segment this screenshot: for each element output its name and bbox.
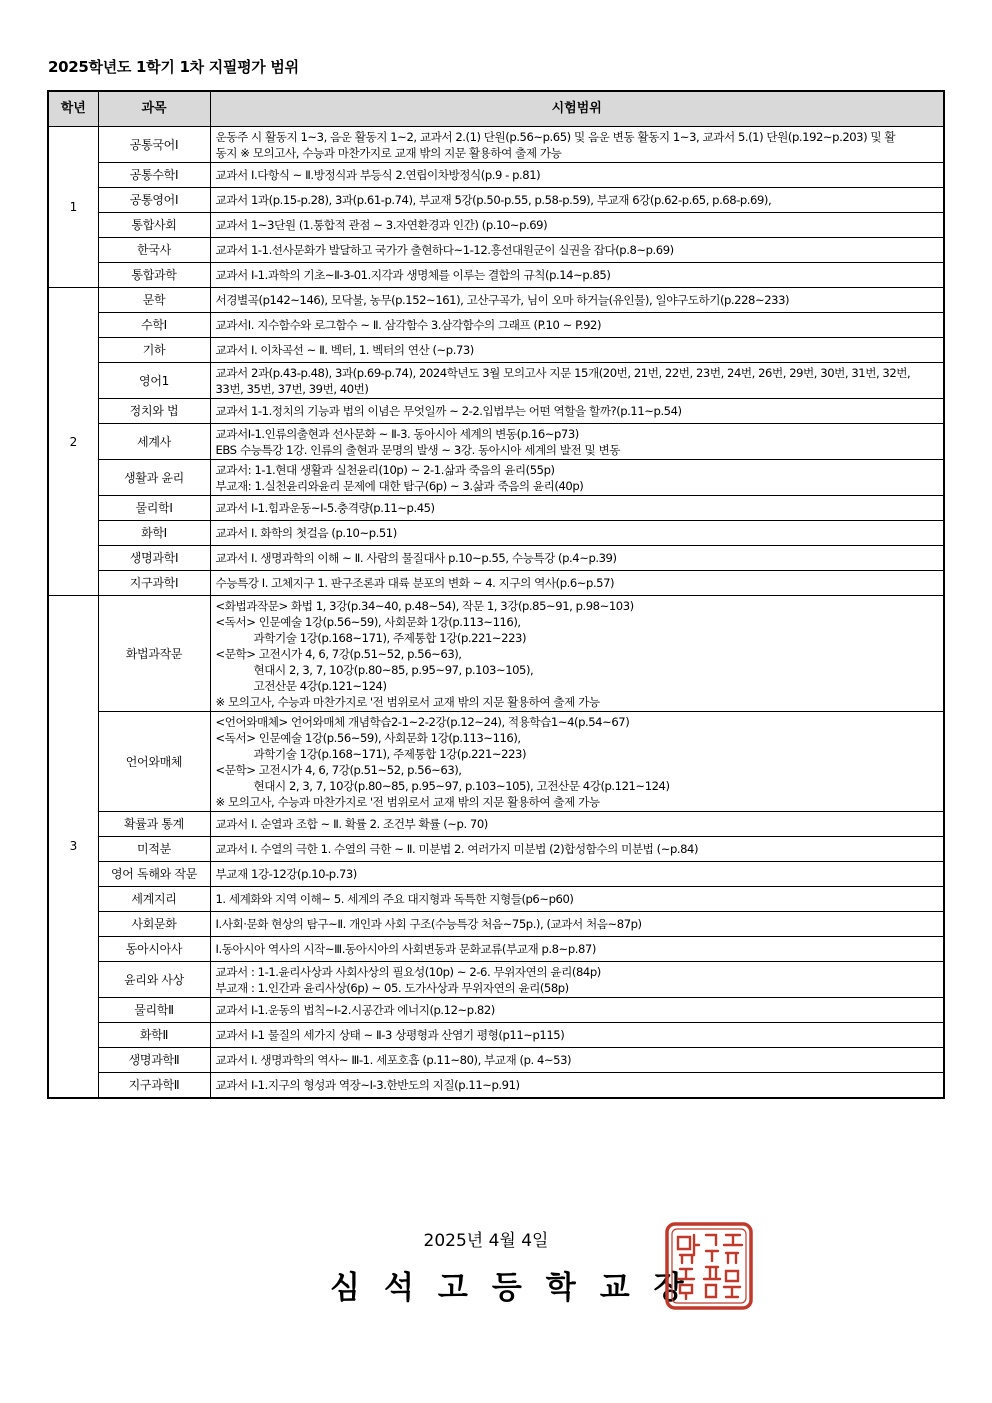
range-line: 수능특강 Ⅰ. 고체지구 1. 판구조론과 대륙 분포의 변화 ~ 4. 지구의 역사(p.6~p.57): [215, 576, 615, 590]
range-cell: [210, 363, 944, 399]
subject-cell: 통합과학: [98, 263, 210, 288]
range-line: 과학기술 1강(p.168~171), 주제통합 1강(p.221~223): [253, 746, 527, 761]
range-line: 운동주 시 활동지 1~3, 음운 활동지 1~2, 교과서 2.(1) 단원(p.56~p.65) 및 음운 변동 활동지 1~3, 교과서 5.(1) 단원(p.192~p.203) 및 활: [215, 129, 896, 144]
range-line: 교과서 1-1.정치의 기능과 법의 이념은 무엇일까 ~ 2-2.입법부는 어떤 역할을 할까?(p.11~p.54): [215, 404, 682, 418]
range-cell: [210, 338, 944, 363]
table-row: [48, 998, 944, 1023]
subject-cell: 통합사회: [98, 213, 210, 238]
subject-cell: 생명과학Ⅰ: [98, 546, 210, 571]
range-line: 교과서 1과(p.15-p.28), 3과(p.61-p.74), 부교재 5강(p.50-p.55, p.58-p.59), 부교재 6강(p.62-p.65, p.68-p.69),: [215, 193, 772, 207]
table-row: [48, 571, 944, 596]
subject-cell: 언어와매체: [98, 712, 210, 812]
range-line: 고전산문 4강(p.121~124): [253, 678, 387, 693]
range-cell: [210, 263, 944, 288]
range-line: 교과서 Ⅰ-1.운동의 법칙~Ⅰ-2.시공간과 에너지(p.12~p.82): [215, 1003, 495, 1017]
table-row: [48, 263, 944, 288]
range-line: 부교재 : 1.인간과 윤리사상(6p) ~ 05. 도가사상과 무위자연의 윤리(58p): [215, 980, 569, 995]
range-line: 교과서 1-1.선사문화가 발달하고 국가가 출현하다~1-12.흥선대원군이 실권을 잡다(p.8~p.69): [215, 243, 674, 257]
subject-cell: 공통영어Ⅰ: [98, 188, 210, 213]
range-cell: [210, 887, 944, 912]
range-line: 교과서 Ⅰ-1.지구의 형성과 역장~Ⅰ-3.한반도의 지질(p.11~p.91): [215, 1077, 520, 1092]
school-principal-name: 심석고등학교장: [330, 1270, 708, 1306]
range-line: ※ 모의고사, 수능과 마찬가지로 '전 범위로서 교재 밖의 지문 활용하여 출제 가능: [215, 694, 600, 709]
subject-cell: 세계지리: [98, 887, 210, 912]
range-cell: [210, 188, 944, 213]
table-row: [48, 460, 944, 496]
table-row: [48, 238, 944, 263]
grade-cell: 3: [48, 596, 98, 1098]
table-row: [48, 596, 944, 712]
range-line: 교과서 Ⅰ. 수열의 극한 1. 수열의 극한 ~ Ⅱ. 미분법 2. 여러가지 미분법 (2)합성함수의 미분법 (~p.84): [215, 842, 699, 856]
range-cell: [210, 937, 944, 962]
range-cell: [210, 238, 944, 263]
range-cell: [210, 399, 944, 424]
page-title: 2025학년도 1학기 1차 지필평가 범위: [48, 58, 299, 76]
table-row: [48, 962, 944, 998]
range-line: <독서> 인문예술 1강(p.56~59), 사회문화 1강(p.113~116),: [215, 730, 521, 745]
range-line: 교과서 Ⅰ-1.과학의 기초~Ⅱ-3-01.지각과 생명체를 이루는 결합의 규칙(p.14~p.85): [215, 268, 611, 282]
table-row: [48, 496, 944, 521]
range-line: Ⅰ.동아시아 역사의 시작~Ⅲ.동아시아의 사회변동과 문화교류(부교재 p.8~p.87): [215, 942, 596, 956]
range-line: ※ 모의고사, 수능과 마찬가지로 '전 범위로서 교재 밖의 지문 활용하여 출제 가능: [215, 794, 600, 809]
range-line: 부교재: 1.실천윤리와윤리 문제에 대한 탐구(6p) ~ 3.삶과 죽음의 윤리(40p): [215, 478, 584, 493]
range-cell: [210, 163, 944, 188]
table-row: [48, 338, 944, 363]
range-line: 교과서Ⅰ-1.인류의출현과 선사문화 ~ Ⅱ-3. 동아시아 세계의 변동(p.16~p73): [215, 426, 579, 441]
range-cell: [210, 288, 944, 313]
subject-cell: 문학: [98, 288, 210, 313]
range-line: 1. 세계화와 지역 이해~ 5. 세계의 주요 대지형과 독특한 지형들(p6~p60): [215, 892, 574, 906]
subject-cell: 영어1: [98, 363, 210, 399]
range-line: 과학기술 1강(p.168~171), 주제통합 1강(p.221~223): [253, 630, 527, 645]
range-line: 교과서 Ⅰ. 이차곡선 ~ Ⅱ. 벡터, 1. 벡터의 연산 (~p.73): [215, 343, 474, 357]
table-row: [48, 1048, 944, 1073]
range-cell: [210, 571, 944, 596]
subject-cell: 물리학Ⅰ: [98, 496, 210, 521]
range-line: 현대시 2, 3, 7, 10강(p.80~85, p.95~97, p.103~105), 고전산문 4강(p.121~124): [253, 778, 670, 793]
subject-cell: 공통국어Ⅰ: [98, 127, 210, 163]
range-cell: [210, 127, 944, 163]
range-line: 교과서: 1-1.현대 생활과 실천윤리(10p) ~ 2-1.삶과 죽음의 윤리(55p): [215, 462, 555, 477]
table-row: [48, 163, 944, 188]
range-cell: [210, 862, 944, 887]
range-line: 교과서 : 1-1.윤리사상과 사회사상의 필요성(10p) ~ 2-6. 무위자연의 윤리(84p): [215, 964, 601, 979]
table-row: [48, 1023, 944, 1048]
subject-cell: 한국사: [98, 238, 210, 263]
range-cell: [210, 998, 944, 1023]
table-row: [48, 288, 944, 313]
issue-date: [0, 1226, 992, 1251]
subject-cell: 윤리와 사상: [98, 962, 210, 998]
range-line: Ⅰ.사회·문화 현상의 탐구~Ⅱ. 개인과 사회 구조(수능특강 처음~75p.), (교과서 처음~87p): [215, 917, 642, 931]
range-line: 현대시 2, 3, 7, 10강(p.80~85, p.95~97, p.103~105),: [253, 662, 534, 677]
range-cell: [210, 812, 944, 837]
subject-cell: 동아시아사: [98, 937, 210, 962]
range-cell: [210, 962, 944, 998]
range-line: 교과서 Ⅰ-1 물질의 세가지 상태 ~ Ⅱ-3 상평형과 산염기 평형(p11~p115): [215, 1028, 565, 1042]
range-line: <독서> 인문예술 1강(p.56~59), 사회문화 1강(p.113~116),: [215, 614, 521, 629]
subject-cell: 미적분: [98, 837, 210, 862]
range-cell: [210, 424, 944, 460]
range-line: 교과서 Ⅰ. 화학의 첫걸음 (p.10~p.51): [215, 526, 397, 540]
table-row: [48, 399, 944, 424]
grade-cell: 2: [48, 288, 98, 596]
range-cell: [210, 313, 944, 338]
header-range: 시험범위: [210, 91, 944, 127]
range-line: 서경별곡(p142~146), 모닥불, 농무(p.152~161), 고산구곡가, 님이 오마 하거늘(유인물), 일야구도하기(p.228~233): [215, 293, 790, 307]
range-line: <언어와매체> 언어와매체 개념학습2-1~2-2강(p.12~24), 적용학습1~4(p.54~67): [215, 714, 630, 729]
range-cell: [210, 213, 944, 238]
range-cell: [210, 546, 944, 571]
range-cell: [210, 1048, 944, 1073]
range-line: 동지 ※ 모의고사, 수능과 마찬가지로 교재 밖의 지문 활용하여 출제 가능: [215, 145, 562, 160]
table-row: [48, 937, 944, 962]
table-row: [48, 862, 944, 887]
header-grade: 학년: [48, 91, 98, 127]
subject-cell: 지구과학Ⅰ: [98, 571, 210, 596]
range-cell: [210, 912, 944, 937]
table-row: [48, 127, 944, 163]
range-line: 교과서 Ⅰ. 생명과학의 이해 ~ Ⅱ. 사람의 물질대사 p.10~p.55, 수능특강 (p.4~p.39): [215, 551, 617, 565]
table-row: [48, 712, 944, 812]
subject-cell: 수학Ⅰ: [98, 313, 210, 338]
subject-cell: 공통수학Ⅰ: [98, 163, 210, 188]
range-line: 교과서 2과(p.43-p.48), 3과(p.69-p.74), 2024학년도 3월 모의고사 지문 15개(20번, 21번, 22번, 23번, 24번, 26번, 29번, 30번, 31번, 32번,: [215, 365, 911, 380]
official-seal: [664, 1221, 754, 1311]
range-cell: [210, 1073, 944, 1098]
range-line: <문학> 고전시가 4, 6, 7강(p.51~52, p.56~63),: [215, 646, 462, 661]
range-line: 교과서 1~3단원 (1.통합적 관점 ~ 3.자연환경과 인간) (p.10~p.69): [215, 218, 548, 232]
table-row: [48, 313, 944, 338]
range-line: 교과서 Ⅰ-1.힘과운동~Ⅰ-5.충격량(p.11~p.45): [215, 501, 435, 515]
table-row: [48, 521, 944, 546]
subject-cell: 생활과 윤리: [98, 460, 210, 496]
header-subject: 과목: [98, 91, 210, 127]
issue-date-text: 2025년 4월 4일: [423, 1231, 549, 1251]
table-row: [48, 1073, 944, 1098]
table-row: [48, 424, 944, 460]
range-line: 교과서Ⅰ. 지수함수와 로그함수 ~ Ⅱ. 삼각함수 3.삼각함수의 그래프 (P.10 ~ P.92): [215, 318, 602, 332]
subject-cell: 지구과학Ⅱ: [98, 1073, 210, 1098]
subject-cell: 영어 독해와 작문: [98, 862, 210, 887]
range-line: 33번, 35번, 37번, 39번, 40번): [215, 381, 369, 396]
range-cell: [210, 521, 944, 546]
table-row: [48, 812, 944, 837]
range-cell: [210, 596, 944, 712]
range-line: 교과서 Ⅰ. 생명과학의 역사~ Ⅲ-1. 세포호흡 (p.11~80), 부교재 (p. 4~53): [215, 1053, 572, 1067]
table-row: [48, 912, 944, 937]
subject-cell: 생명과학Ⅱ: [98, 1048, 210, 1073]
table-row: [48, 363, 944, 399]
table-row: [48, 546, 944, 571]
range-line: 교과서 Ⅰ. 순열과 조합 ~ Ⅱ. 확률 2. 조건부 확률 (~p. 70): [215, 817, 488, 831]
range-line: 교과서 Ⅰ.다항식 ~ Ⅱ.방정식과 부등식 2.연립이차방정식(p.9 - p.81): [215, 168, 541, 182]
exam-range-table: [47, 90, 945, 1099]
range-line: EBS 수능특강 1강. 인류의 출현과 문명의 발생 ~ 3강. 동아시아 세계의 발전 및 변동: [215, 442, 620, 457]
subject-cell: 화학Ⅱ: [98, 1023, 210, 1048]
table-row: [48, 887, 944, 912]
table-row: [48, 837, 944, 862]
subject-cell: 정치와 법: [98, 399, 210, 424]
table-row: [48, 213, 944, 238]
table-row: [48, 188, 944, 213]
range-cell: [210, 1023, 944, 1048]
range-cell: [210, 496, 944, 521]
range-line: <문학> 고전시가 4, 6, 7강(p.51~52, p.56~63),: [215, 762, 462, 777]
subject-cell: 화법과작문: [98, 596, 210, 712]
range-line: 부교재 1강-12강(p.10-p.73): [215, 867, 357, 881]
range-cell: [210, 712, 944, 812]
subject-cell: 물리학Ⅱ: [98, 998, 210, 1023]
range-cell: [210, 837, 944, 862]
range-line: <화법과작문> 화법 1, 3강(p.34~40, p.48~54), 작문 1, 3강(p.85~91, p.98~103): [215, 598, 634, 613]
subject-cell: 사회문화: [98, 912, 210, 937]
subject-cell: 세계사: [98, 424, 210, 460]
subject-cell: 확률과 통계: [98, 812, 210, 837]
grade-cell: 1: [48, 127, 98, 288]
subject-cell: 기하: [98, 338, 210, 363]
range-cell: [210, 460, 944, 496]
subject-cell: 화학Ⅰ: [98, 521, 210, 546]
